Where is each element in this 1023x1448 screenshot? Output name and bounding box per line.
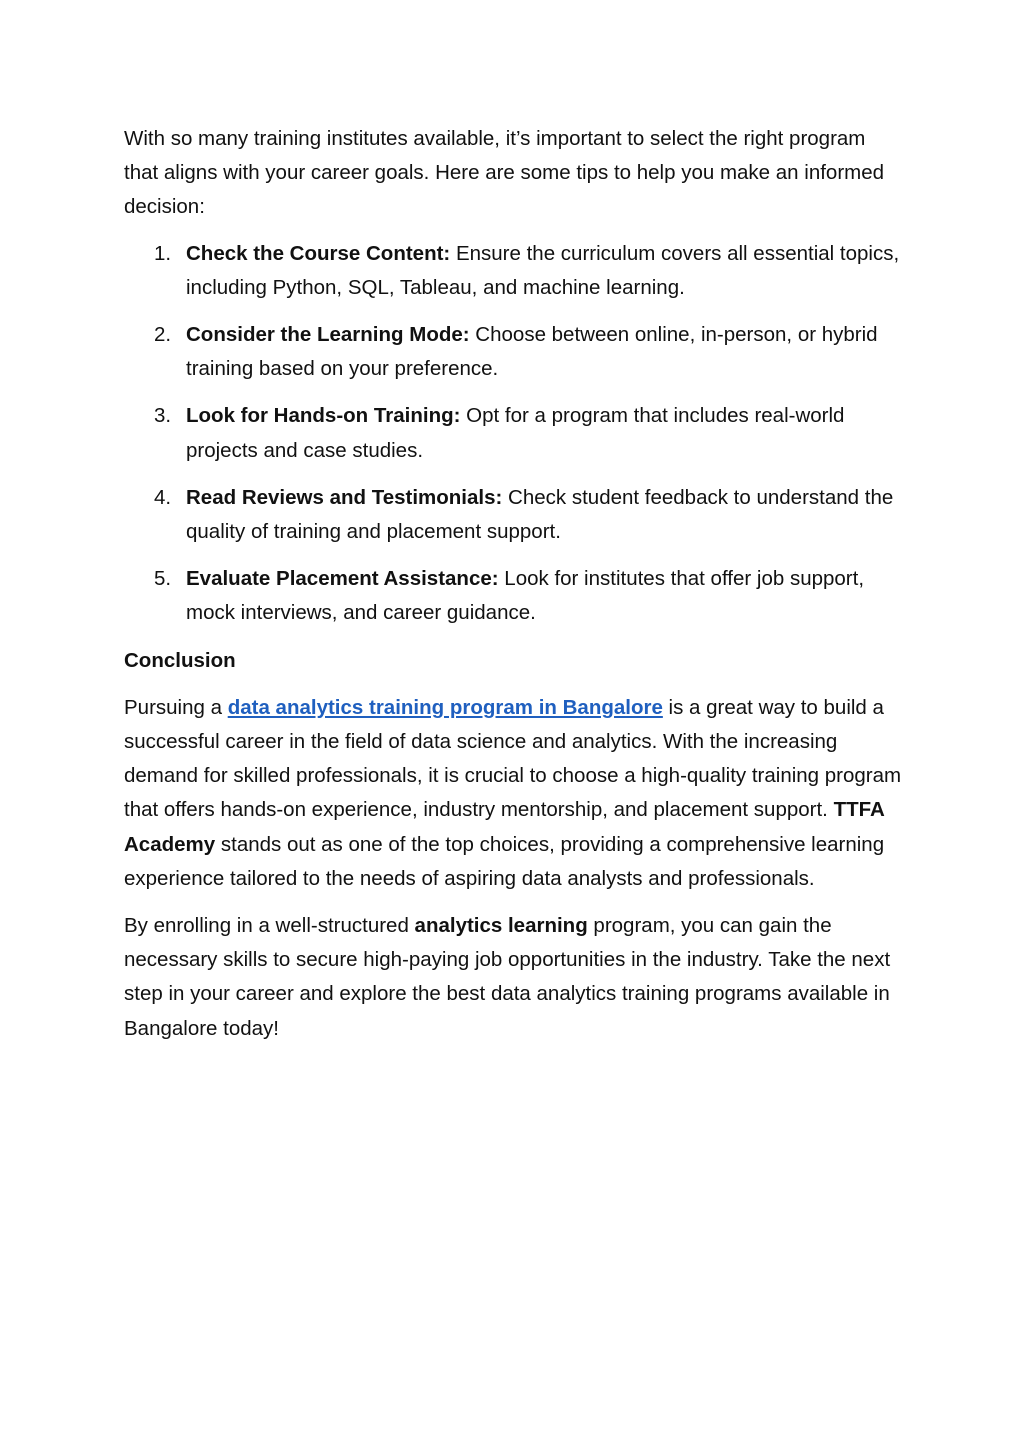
p1-text-end: stands out as one of the top choices, providing a comprehensive learning experience tailored to the needs of aspiring data analysts and professionals. — [124, 832, 885, 890]
conclusion-paragraph-1 — [124, 691, 904, 896]
list-number: 2. — [154, 323, 172, 347]
tips-list — [124, 237, 904, 631]
tip-text: Choose between online, in-person, or hybrid training based on your preference. — [186, 323, 878, 381]
tip-text: Opt for a program that includes real-world projects and case studies. — [186, 404, 845, 462]
list-number: 5. — [154, 567, 172, 591]
conclusion-heading: Conclusion — [124, 648, 236, 672]
tip-title: Look for Hands-on Training: — [186, 404, 461, 428]
academy-name: TTFA Academy — [124, 798, 885, 856]
p2-text-start: By enrolling in a well-structured — [124, 914, 415, 938]
intro-paragraph: With so many training institutes available, it’s important to select the right program that aligns with your career goals. Here are some tips to help you make an informed decision: — [124, 127, 885, 219]
list-number: 3. — [154, 404, 172, 428]
tip-text: Ensure the curriculum covers all essential topics, including Python, SQL, Tableau, and machine learning. — [186, 241, 900, 299]
tip-text: Look for institutes that offer job support, mock interviews, and career guidance. — [186, 567, 865, 625]
list-number: 4. — [154, 485, 172, 509]
tip-title: Consider the Learning Mode: — [186, 323, 470, 347]
p1-text-middle: is a great way to build a successful career in the field of data science and analytics. With the increasing demand for skilled professionals, it is crucial to choose a high-quality training program that offers hands-on experience, industry mentorship, and placement support. — [124, 695, 902, 822]
training-program-link[interactable]: data analytics training program in Bangalore — [227, 695, 663, 719]
tip-text: Check student feedback to understand the quality of training and placement support. — [186, 485, 894, 544]
document-page — [124, 122, 904, 1059]
conclusion-paragraph-2 — [124, 909, 904, 1046]
list-item — [124, 562, 904, 630]
list-item — [124, 481, 904, 549]
analytics-learning-bold: analytics learning — [414, 914, 588, 938]
tip-title: Evaluate Placement Assistance: — [186, 567, 499, 591]
tip-title: Check the Course Content: — [186, 241, 451, 265]
tip-title: Read Reviews and Testimonials: — [186, 485, 503, 509]
list-number: 1. — [154, 241, 172, 265]
p2-text-end: program, you can gain the necessary skills to secure high-paying job opportunities in the industry. Take the next step in your career and explore the best data analytics training programs available in Bangalore today! — [124, 914, 891, 1040]
list-item — [124, 318, 904, 386]
p1-text-start: Pursuing a — [124, 695, 228, 719]
list-item — [124, 237, 904, 305]
list-item — [124, 399, 904, 467]
